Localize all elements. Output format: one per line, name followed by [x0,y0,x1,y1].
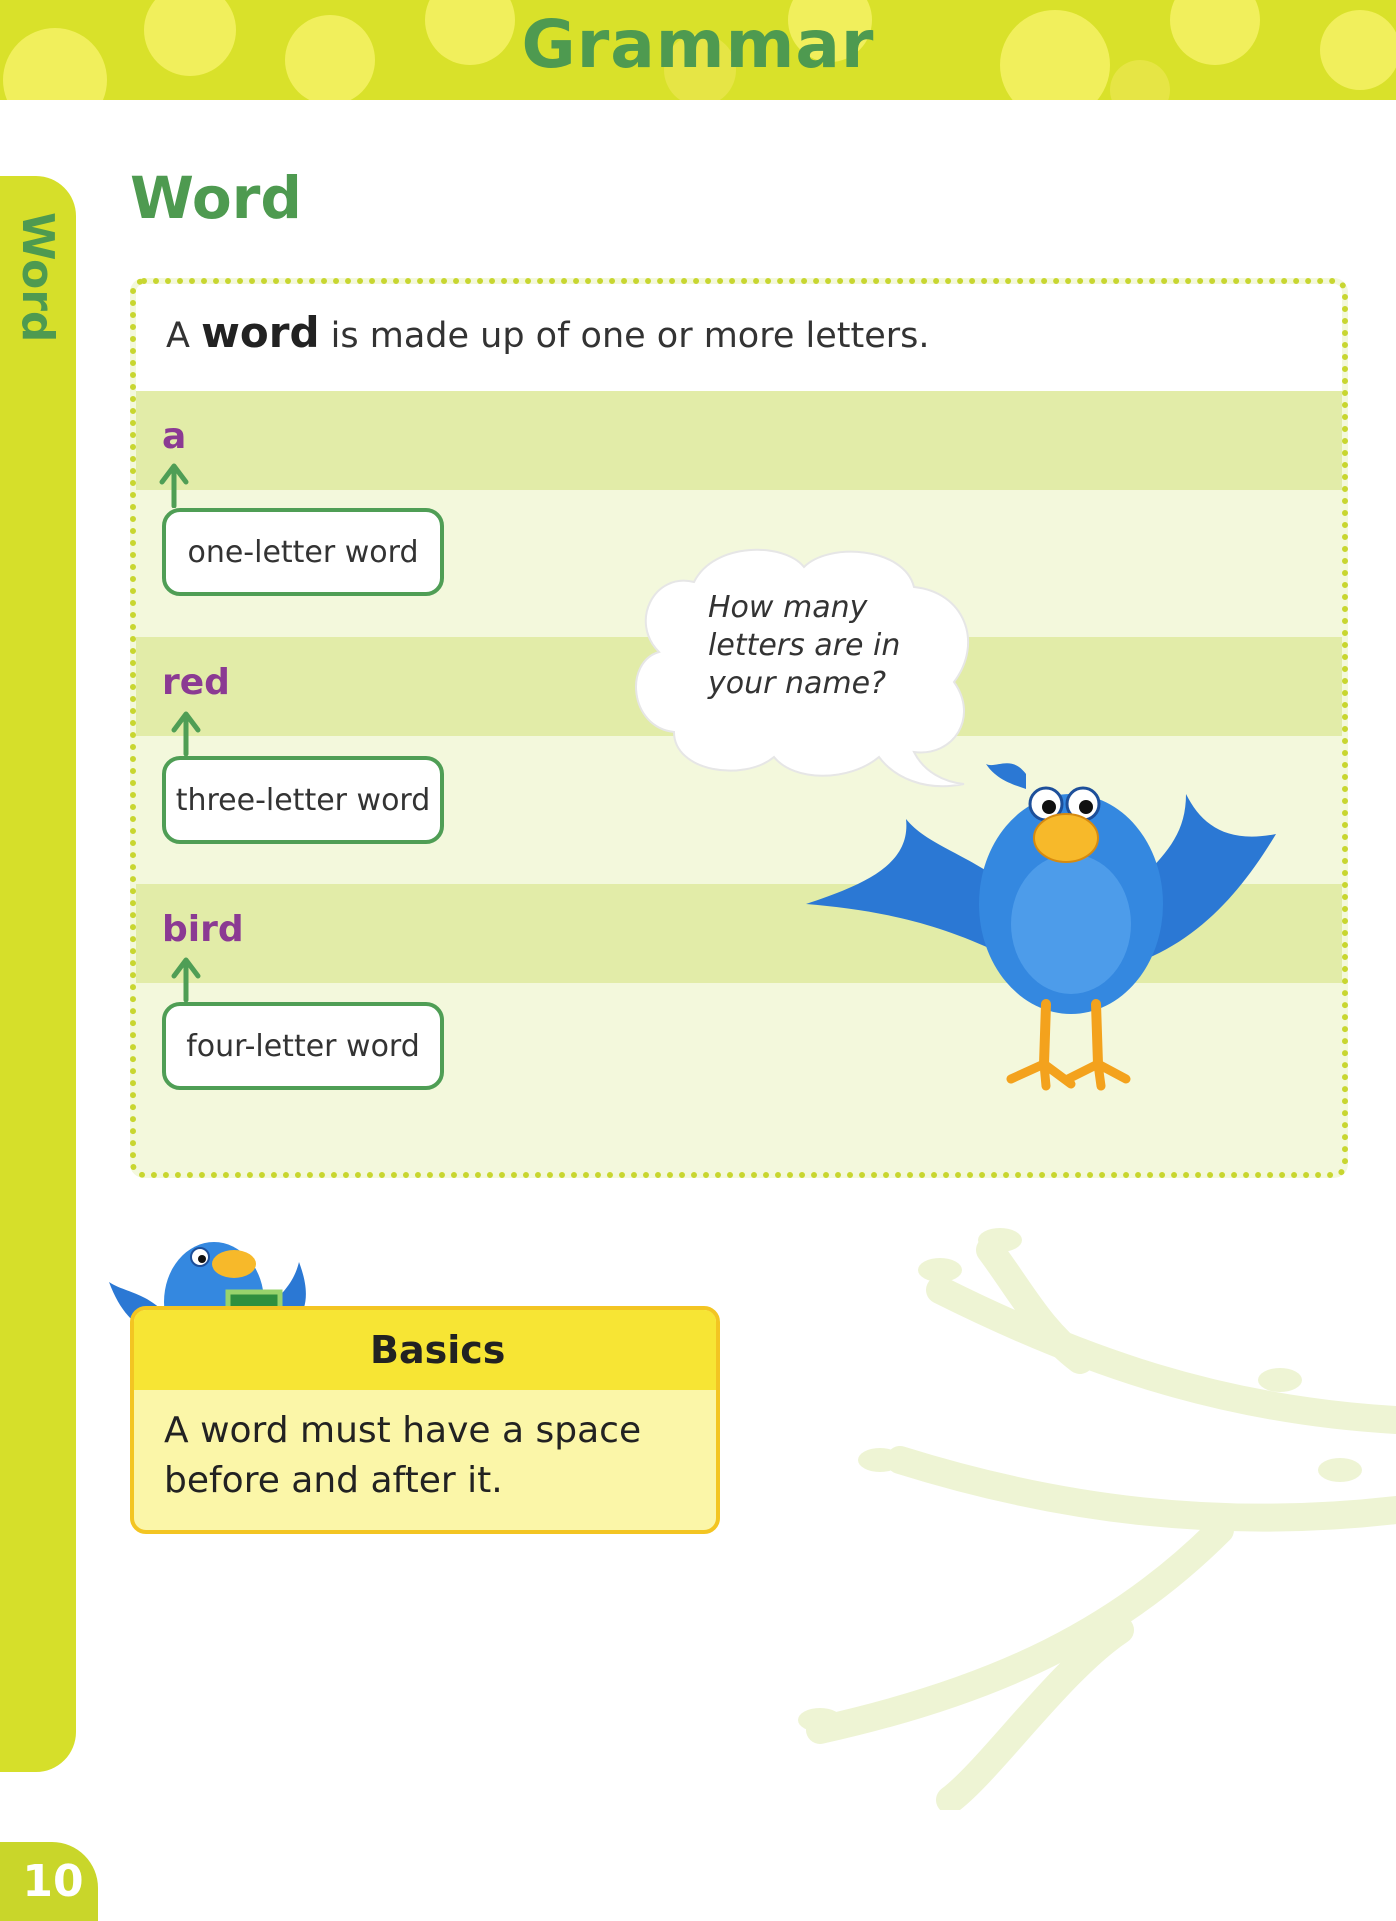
intro-sentence [166,308,930,357]
intro-prefix: A [166,316,202,356]
intro-keyword: word [201,308,320,357]
side-tab-label: Word [12,212,63,343]
arrow-up-icon [166,708,206,756]
bird-mascot-icon [806,734,1326,1104]
example-label-box: three-letter word [162,756,444,844]
example-word: a [162,416,187,457]
page-number: 10 [22,1856,84,1907]
basics-title: Basics [370,1328,506,1372]
basics-box [130,1306,720,1534]
basics-text: A word must have a space before and after it. [164,1410,642,1501]
stripe [136,391,1342,490]
arrow-up-icon [166,954,206,1002]
section-title: Word [130,164,302,232]
intro-suffix: is made up of one or more letters. [319,316,930,356]
example-label-box: one-letter word [162,508,444,596]
side-tab [0,176,76,1772]
header-title: Grammar [521,6,875,83]
header-band [0,0,1396,100]
arrow-up-icon [154,460,194,508]
example-word: bird [162,909,244,950]
speech-bubble-text: How many letters are in your name? [708,590,901,701]
example-word: red [162,662,230,703]
definition-panel [130,278,1348,1178]
example-label-box: four-letter word [162,1002,444,1090]
